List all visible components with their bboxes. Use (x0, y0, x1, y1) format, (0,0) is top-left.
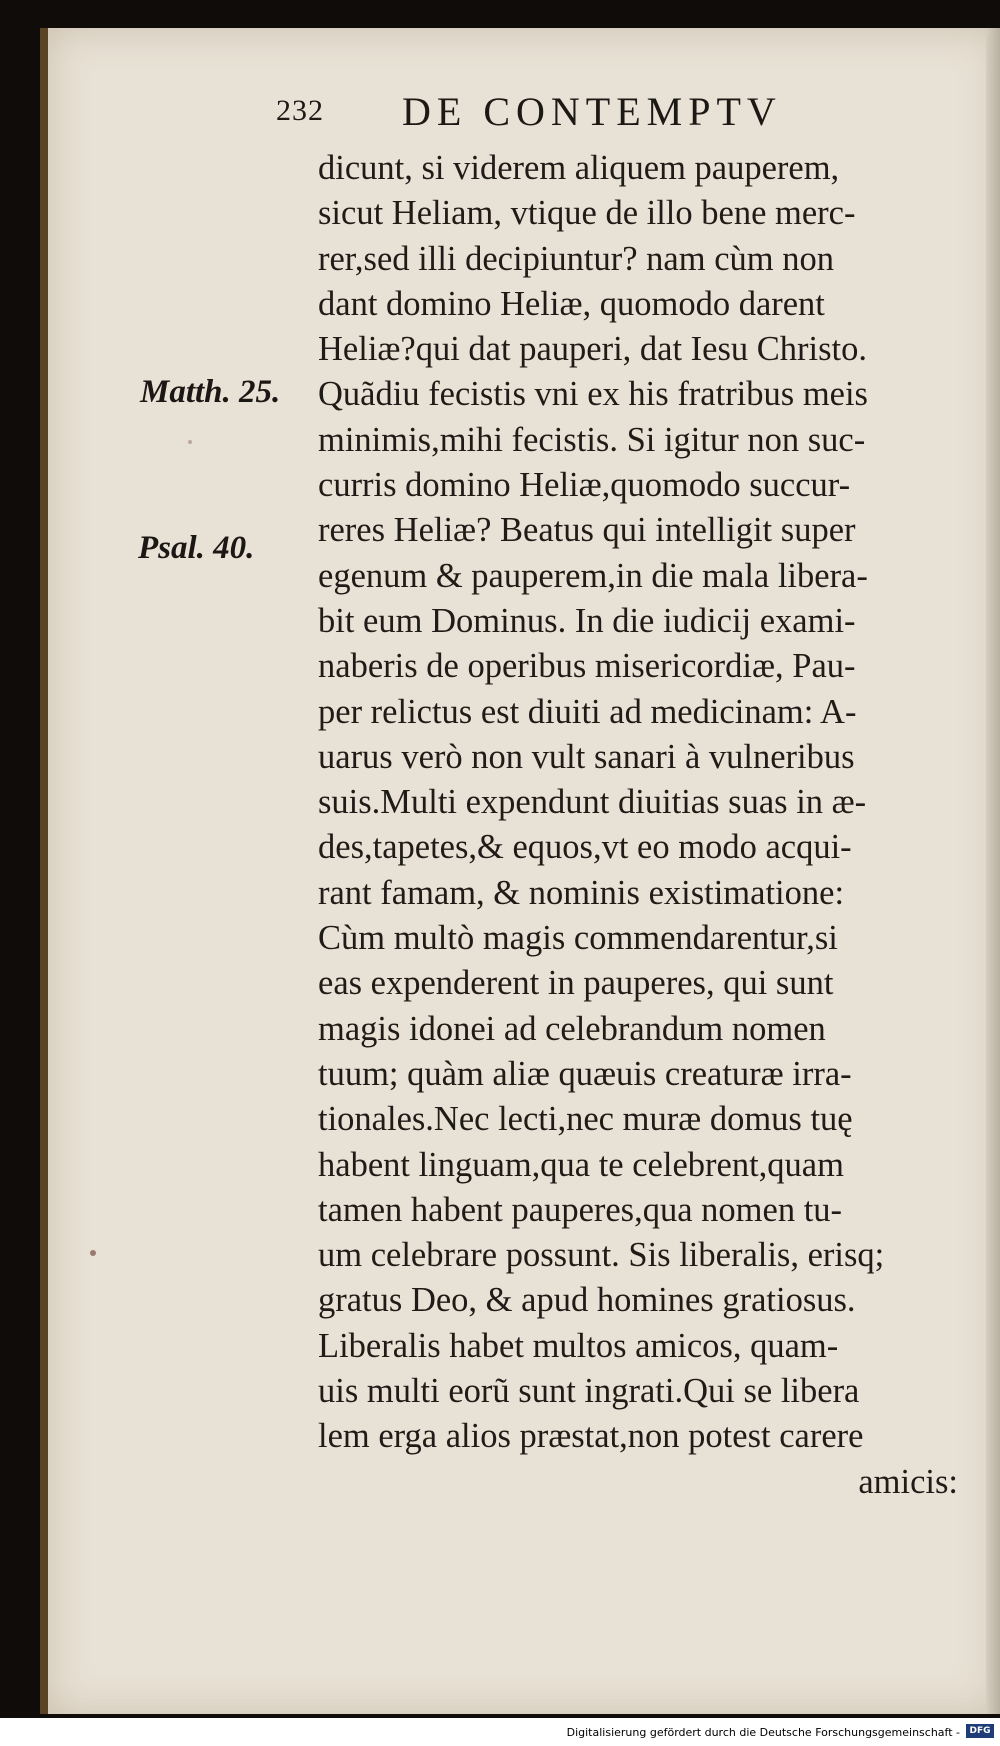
margin-note-matthew: Matth. 25. (140, 374, 281, 410)
text-line: um celebrare possunt. Sis liberalis, erisq; (318, 1236, 885, 1275)
text-line: dicunt, si viderem aliquem pauperem, (318, 149, 840, 187)
text-line: dant domino Heliæ, quomodo darent (318, 284, 825, 323)
text-line: per relictus est diuiti ad medicinam: A- (318, 692, 857, 731)
text-line: egenum & pauperem,in die mala libera- (318, 556, 868, 595)
margin-note-psalm: Psal. 40. (138, 530, 255, 566)
text-line: naberis de operibus misericordiæ, Pau- (318, 647, 856, 686)
text-line: tuum; quàm aliæ quæuis creaturæ irra- (318, 1054, 852, 1093)
text-line: eas expenderent in pauperes, qui sunt (318, 964, 834, 1003)
body-text (318, 146, 968, 1505)
page-edge (986, 28, 1000, 1714)
text-line: rer,sed illi decipiuntur? nam cùm non (318, 239, 834, 278)
text-line: magis idonei ad celebrandum nomen (318, 1009, 826, 1048)
running-title: DE CONTEMPTV (402, 89, 782, 134)
text-line: suis.Multi expendunt diuitias suas in æ- (318, 783, 867, 822)
page-number: 232 (276, 94, 324, 127)
text-line: rant famam, & nominis existimatione: (318, 873, 845, 912)
text-line: Liberalis habet multos amicos, quam- (318, 1326, 839, 1365)
text-line: Quãdiu fecistis vni ex his fratribus meis (318, 375, 868, 414)
text-line: uarus verò non vult sanari à vulneribus (318, 737, 855, 776)
text-line: des,tapetes,& equos,vt eo modo acqui- (318, 828, 852, 867)
running-head (276, 88, 876, 148)
text-line: reres Heliæ? Beatus qui intelligit super (318, 511, 856, 550)
text-line: minimis,mihi fecistis. Si igitur non suc- (318, 420, 866, 459)
text-line: gratus Deo, & apud homines gratiosus. (318, 1281, 856, 1320)
text-line: amicis: (858, 1462, 958, 1501)
text-line: curris domino Heliæ,quomodo succur- (318, 466, 851, 505)
dfg-logo: DFG (966, 1724, 994, 1738)
digitization-footer (0, 1718, 1000, 1746)
text-line: lem erga alios præstat,non potest carere (318, 1417, 864, 1456)
text-line: Heliæ?qui dat pauperi, dat Iesu Christo. (318, 330, 868, 369)
text-line: tionales.Nec lecti,nec muræ domus tuę (318, 1100, 853, 1139)
text-line: bit eum Dominus. In die iudicij exami- (318, 601, 856, 640)
paper-speck (188, 440, 192, 444)
funding-credit: Digitalisierung gefördert durch die Deutsche Forschungsgemeinschaft - (566, 1726, 960, 1739)
paper-speck (90, 1250, 96, 1256)
text-line: sicut Heliam, vtique de illo bene merc- (318, 194, 856, 233)
text-line: habent linguam,qua te celebrent,quam (318, 1145, 844, 1184)
text-line: Cùm multò magis commendarentur,si (318, 919, 838, 958)
text-line: tamen habent pauperes,qua nomen tu- (318, 1190, 843, 1229)
text-line: uis multi eorũ sunt ingrati.Qui se libera (318, 1372, 860, 1411)
